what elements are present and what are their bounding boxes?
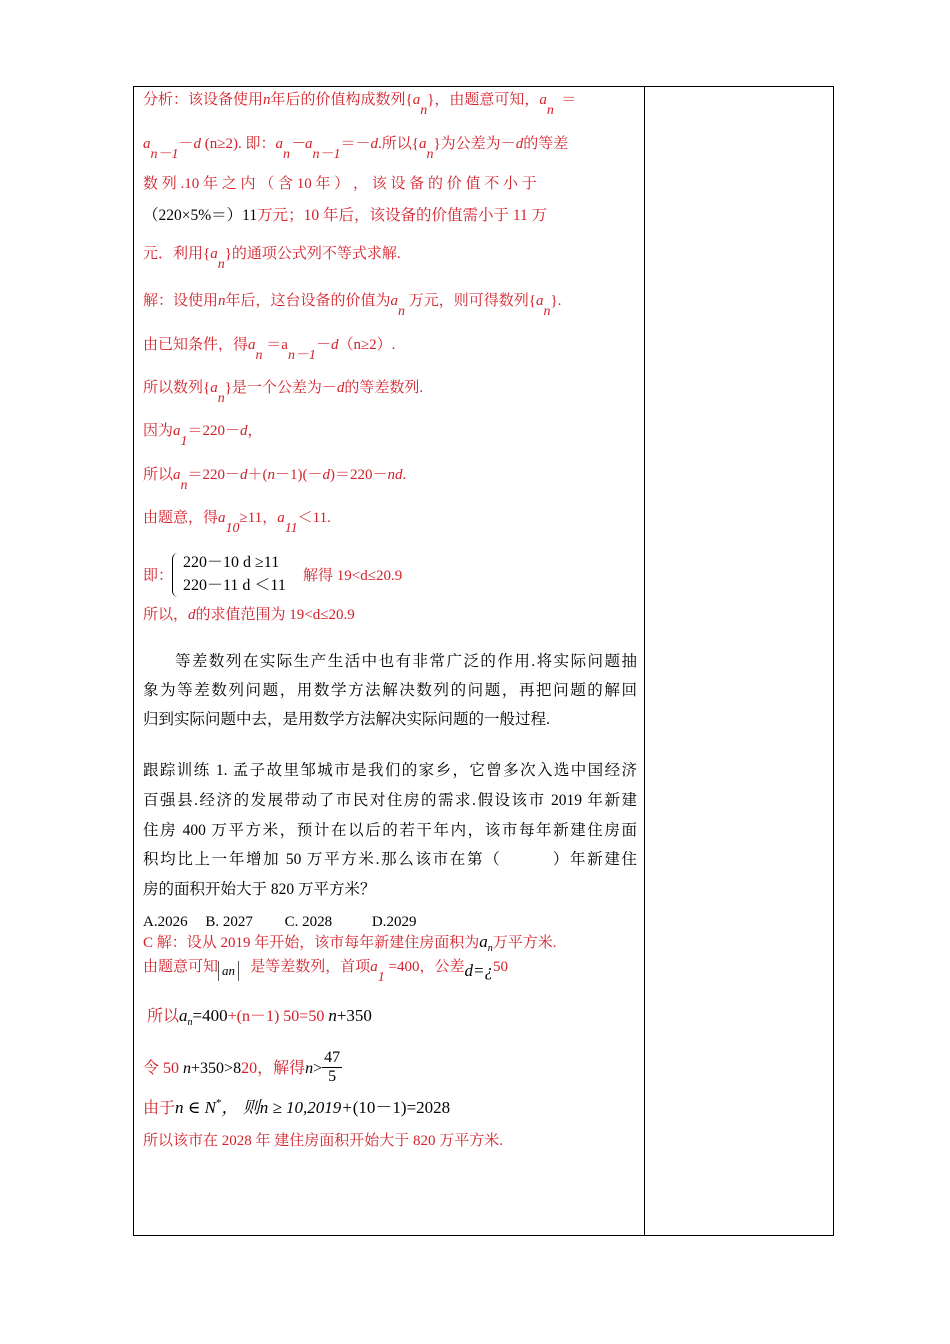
- summary-line-1: 等差数列在实际生产生活中也有非常广泛的作用.将实际问题抽: [175, 653, 637, 670]
- option-b: B. 2027: [205, 914, 253, 930]
- analysis-line-4: （220×5%＝）11万元；10 年后，该设备的价值需小于 11 万: [143, 207, 548, 224]
- analysis-line-3: 数 列 .10 年 之 内 （ 含 10 年 ） ， 该 设 备 的 价 值 不 小 于: [143, 176, 537, 192]
- exercise-options: [143, 912, 637, 932]
- system-row-2: 220－11 d ＜11: [183, 577, 286, 594]
- summary-line-3: 归到实际问题中去，是用数学方法解决实际问题的一般过程.: [143, 711, 550, 728]
- solution-line-4: 因为a1＝220－d，: [143, 423, 263, 449]
- solution-line-2: 由已知条件，得an ＝an－1－d（n≥2）.: [143, 337, 396, 363]
- table-column-divider: [644, 86, 645, 1236]
- solution-line-1: 解：设使用n年后，这台设备的价值为an 万元，则可得数列{an}.: [143, 293, 562, 319]
- analysis-line-1: 分析：该设备使用n年后的价值构成数列{an}，由题意可知，an ＝: [143, 92, 577, 118]
- system-result: 解得 19<d≤20.9: [303, 568, 403, 584]
- solution-conclusion: 所以，d的求值范围为 19<d≤20.9: [143, 607, 355, 623]
- answer-line-1: C 解：设从 2019 年开始，该市每年新建住房面积为$a_n$万平方米.: [143, 932, 557, 954]
- exercise-line-5: 房的面积开始大于 820 万平方米？: [143, 881, 376, 898]
- exercise-line-2: 百强县.经济的发展带动了市民对住房的需求.假设该市 2019 年新建: [143, 792, 637, 809]
- answer-line-4: 令 50 n+350>820，解得n> $\frac{47}{5}$: [143, 1049, 341, 1085]
- analysis-line-5: 元．利用{an}的通项公式列不等式求解.: [143, 246, 401, 272]
- option-c: C. 2028: [284, 914, 333, 930]
- exercise-line-4: 积均比上一年增加 50 万平方米.那么该市在第（ ）年新建住: [143, 851, 637, 868]
- solution-line-5: 所以an＝220－d＋(n－1)(－d)＝220－nd.: [143, 467, 407, 493]
- fraction-47-5: $\frac{47}{5}$: [324, 1049, 341, 1085]
- solution-system-label: 即：: [143, 568, 174, 584]
- analysis-line-2: an－1－d (n≥2). 即：an－an－1＝－d.所以{an}为公差为－d的等差: [143, 136, 569, 162]
- system-brace: [172, 553, 181, 597]
- exercise-line-1: 跟踪训练 1. 孟子故里邹城市是我们的家乡，它曾多次入选中国经济: [143, 762, 637, 779]
- solution-line-6: 由题意，得a10≥11，a11＜11.: [143, 510, 331, 536]
- answer-line-3: 所以$a_n=400+(n-1)$ 50=50 n+350: [147, 1006, 372, 1028]
- system-row-1: 220－10 d ≥11: [183, 554, 280, 571]
- answer-conclusion: 所以该市在 2028 年 建住房面积开始大于 820 万平方米.: [143, 1133, 504, 1149]
- option-d: D.2029: [371, 914, 417, 930]
- summary-line-2: 象为等差数列问题，用数学方法解决数列的问题，再把问题的解回: [143, 682, 637, 699]
- answer-line-2: 由题意可知 an 是等差数列，首项a1 =400，公差d=¿50: [143, 959, 508, 985]
- option-a: A.2026: [143, 914, 188, 930]
- exercise-line-3: 住房 400 万平方米，预计在以后的若干年内，该市每年新建住房面: [143, 822, 637, 839]
- abs-an: an: [218, 961, 239, 981]
- solution-line-3: 所以数列{an}是一个公差为－d的等差数列.: [143, 380, 424, 406]
- answer-line-5: 由于n ∈ N*， 则n ≥ 10,2019+(10－1)=2028: [143, 1097, 451, 1117]
